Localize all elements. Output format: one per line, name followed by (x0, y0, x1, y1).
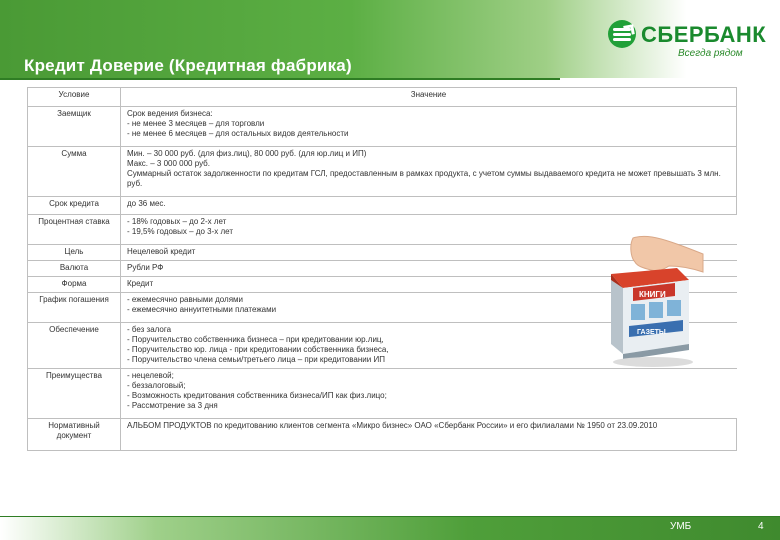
kiosk-illustration (593, 232, 705, 372)
row-value (121, 197, 737, 215)
value-line: - 19,5% годовых – до 3-х лет (127, 227, 234, 236)
value-line: Макс. – 3 000 000 руб. (127, 159, 210, 168)
value-line: - беззалоговый; (127, 381, 186, 390)
value-line: - Поручительство члена семьи/третьего лица – при кредитовании ИП (127, 355, 385, 364)
row-condition-label: Процентная ставка (28, 215, 121, 245)
row-condition-label: График погашения (28, 293, 121, 323)
sberbank-logo-icon (608, 20, 636, 48)
footer-bar (0, 516, 780, 540)
value-line: - не менее 6 месяцев – для остальных видов деятельности (127, 129, 349, 138)
row-value (121, 419, 737, 451)
kiosk-sign-newspapers: ГАЗЕТЫ (637, 329, 666, 336)
value-line: - нецелевой; (127, 371, 174, 380)
value-line: - Возможность кредитования собственника бизнеса/ИП как физ.лицо; (127, 391, 387, 400)
table-header-row (28, 88, 737, 107)
table-row (28, 147, 737, 197)
table-row (28, 197, 737, 215)
row-condition-label: Преимущества (28, 369, 121, 419)
row-value (121, 147, 737, 197)
value-line: - Поручительство юр. лица - при кредитовании собственника бизнеса, (127, 345, 389, 354)
value-line: - не менее 3 месяцев – для торговли (127, 119, 265, 128)
row-condition-label: Валюта (28, 261, 121, 277)
value-line: - Рассмотрение за 3 дня (127, 401, 218, 410)
footer-label: УМБ (670, 521, 692, 532)
row-condition-label: Сумма (28, 147, 121, 197)
table-row (28, 107, 737, 147)
slide-title: Кредит Доверие (Кредитная фабрика) (24, 56, 352, 75)
row-condition-label: Форма (28, 277, 121, 293)
column-header-value: Значение (121, 88, 737, 107)
value-line: Суммарный остаток задолженности по кредитам ГСЛ, предоставленным в рамках продукта, с учетом суммы выдаваемого кредита не может превышать 3 млн. руб. (127, 169, 721, 188)
header-divider (0, 78, 560, 80)
page-number: 4 (758, 521, 764, 532)
row-condition-label: Заемщик (28, 107, 121, 147)
value-line: Мин. – 30 000 руб. (для физ.лиц), 80 000 руб. (для юр.лиц и ИП) (127, 149, 367, 158)
row-condition-label: Срок кредита (28, 197, 121, 215)
table-row (28, 369, 737, 419)
row-condition-label: Обеспечение (28, 323, 121, 369)
value-line: до 36 мес. (127, 199, 166, 208)
value-line: Кредит (127, 279, 154, 288)
hand-icon (631, 236, 703, 272)
footer-divider (0, 516, 780, 517)
value-line: Рубли РФ (127, 263, 164, 272)
kiosk-sign-books: КНИГИ (639, 290, 666, 299)
column-header-condition: Условие (28, 88, 121, 107)
value-line: - 18% годовых – до 2-х лет (127, 217, 227, 226)
row-value (121, 369, 737, 419)
logo-slogan: Всегда рядом (678, 48, 743, 59)
value-line: - Поручительство собственника бизнеса – при кредитовании юр.лиц, (127, 335, 384, 344)
value-line: - ежемесячно аннуитетными платежами (127, 305, 277, 314)
value-line: АЛЬБОМ ПРОДУКТОВ по кредитованию клиентов сегмента «Микро бизнес» ОАО «Сбербанк России» и его филиалами № 1950 от 23.09.2010 (127, 421, 658, 430)
logo-name: СБЕРБАНК (641, 22, 767, 47)
row-condition-label: Цель (28, 245, 121, 261)
table-row (28, 419, 737, 451)
sberbank-logo (608, 18, 768, 66)
row-value (121, 107, 737, 147)
value-line: - без залога (127, 325, 172, 334)
value-line: Срок ведения бизнеса: (127, 109, 213, 118)
value-line: Нецелевой кредит (127, 247, 196, 256)
value-line: - ежемесячно равными долями (127, 295, 244, 304)
row-condition-label: Нормативный документ (28, 419, 121, 451)
